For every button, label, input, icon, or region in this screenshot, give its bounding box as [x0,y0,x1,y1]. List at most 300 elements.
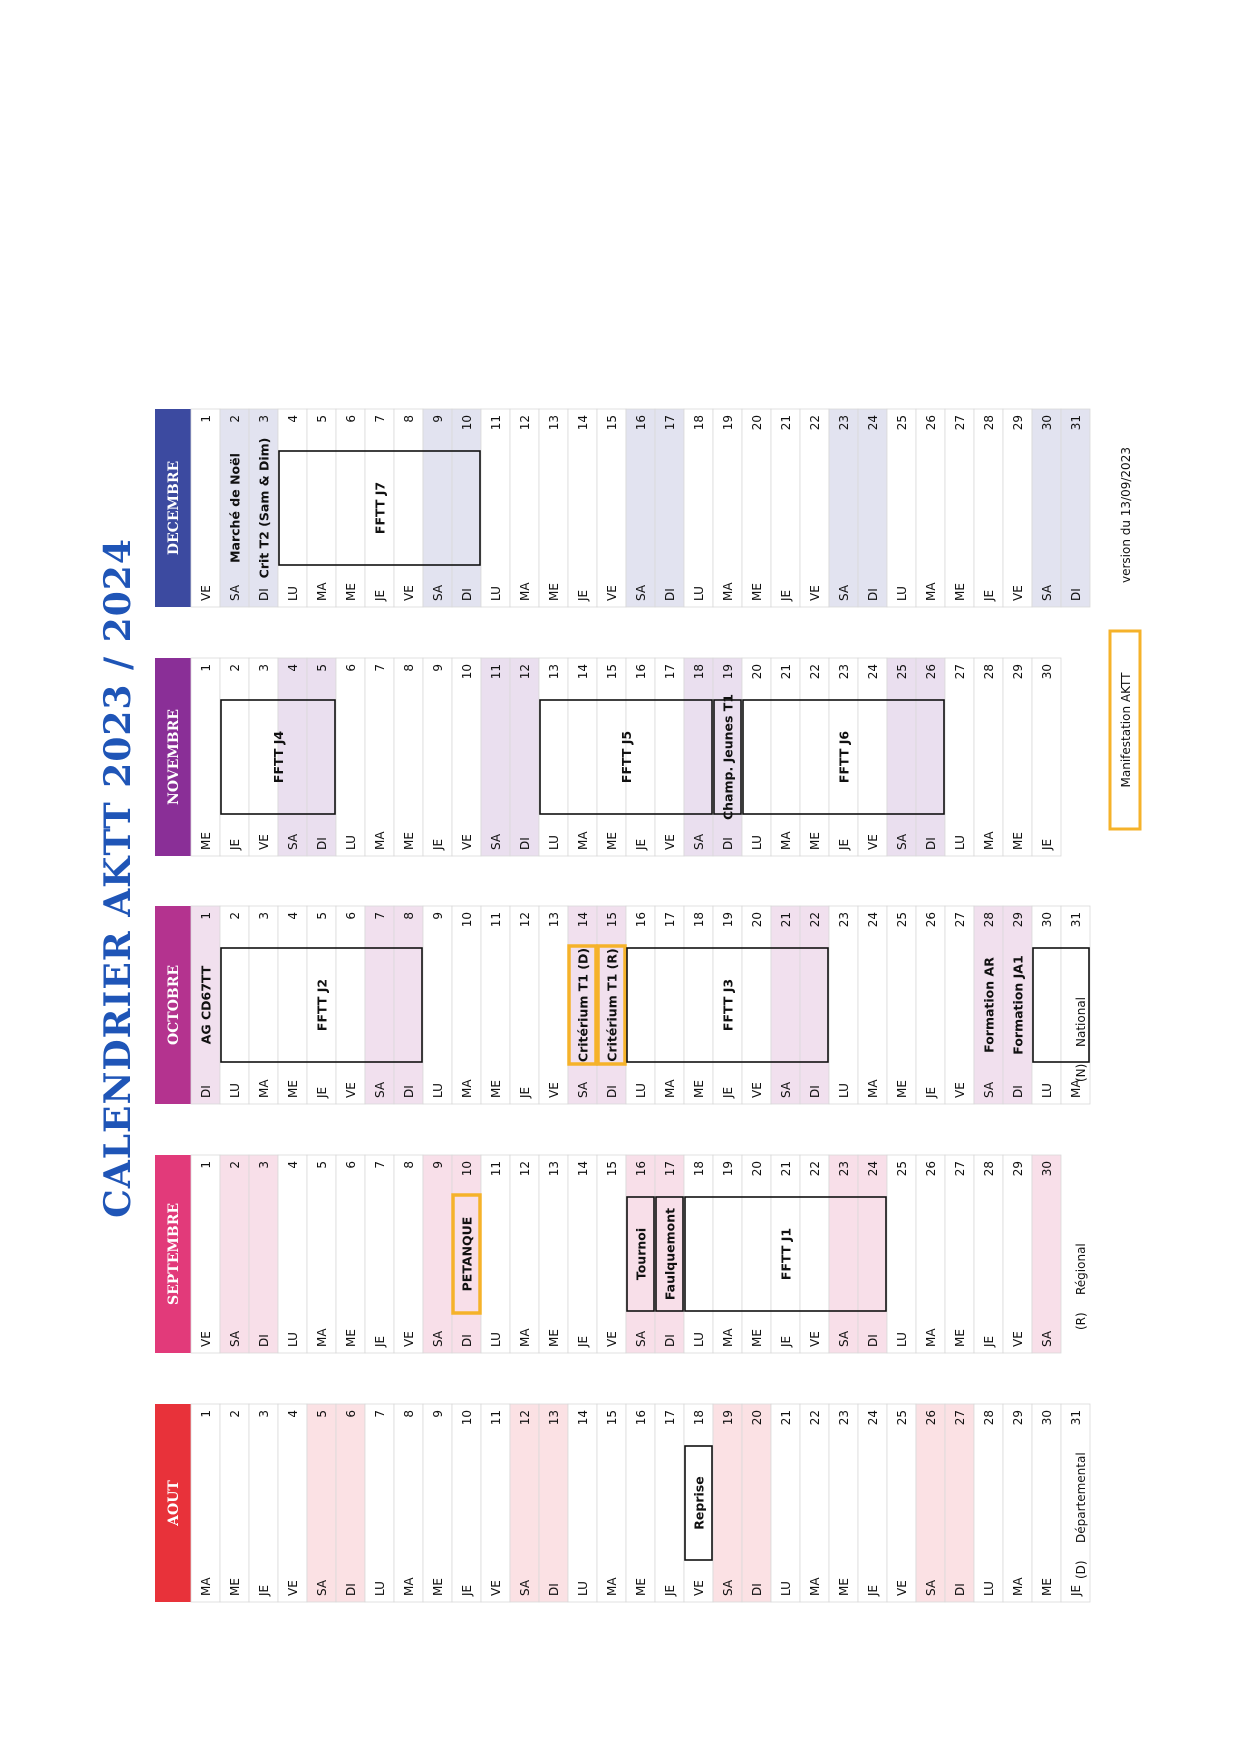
day-cell [800,409,829,607]
day-number: 9 [431,1161,445,1169]
day-number: 20 [750,664,764,680]
weekday-label: JE [373,589,387,601]
weekday-label: DI [808,1085,822,1098]
day-row [423,906,452,1104]
day-number: 19 [721,1410,735,1426]
weekday-label: JE [924,1086,938,1098]
day-row [887,906,916,1104]
day-number: 27 [953,912,967,928]
day-cell [974,1155,1003,1353]
day-cell [1032,906,1061,1104]
weekday-label: VE [895,1580,909,1596]
page-title: CALENDRIER AKTT 2023 / 2024 [97,538,139,1218]
day-cell [597,1155,626,1353]
day-row [626,1404,655,1602]
day-cell [684,1155,713,1353]
day-number: 4 [286,415,300,423]
legend-r-code: (R) [1074,1312,1088,1330]
weekday-label: ME [953,1329,967,1347]
day-number: 23 [837,415,851,431]
day-number: 8 [402,1161,416,1169]
weekday-label: JE [518,1086,532,1098]
weekday-label: JE [373,1335,387,1347]
weekday-label: SA [489,833,503,850]
weekday-label: VE [199,1331,213,1347]
day-cell [568,1404,597,1602]
day-number: 5 [315,912,329,920]
day-number: 15 [605,664,619,680]
day-cell [568,1155,597,1353]
weekday-label: JE [982,589,996,601]
day-row [916,906,945,1104]
event-label: FFTT J4 [271,730,286,784]
day-number: 7 [373,664,387,672]
weekday-label: LU [547,835,561,850]
day-number: 14 [576,1410,590,1426]
weekday-label: VE [257,834,271,850]
day-row [220,1155,249,1353]
day-row [858,658,887,856]
day-row [191,1404,220,1602]
day-number: 6 [344,664,358,672]
weekday-label: ME [1011,832,1025,850]
day-cell [220,1155,249,1353]
day-row [191,658,220,856]
weekday-label: VE [199,585,213,601]
day-cell [1032,658,1061,856]
month-name: SEPTEMBRE [166,1202,182,1306]
day-row [568,1155,597,1353]
day-cell [858,906,887,1104]
day-row [365,1404,394,1602]
day-number: 23 [837,664,851,680]
weekday-label: ME [344,583,358,601]
day-number: 3 [257,1161,271,1169]
day-number: 13 [547,664,561,680]
weekday-label: LU [431,1083,445,1098]
day-row [307,658,336,856]
day-cell [220,1404,249,1602]
day-cell [1003,658,1032,856]
day-row [510,1404,539,1602]
day-cell [249,906,278,1104]
event-label: Marché de Noël [227,453,243,563]
day-row [684,658,713,856]
day-row [858,906,887,1104]
day-row [771,906,800,1104]
day-number: 10 [460,664,474,680]
day-number: 28 [982,912,996,928]
weekday-label: ME [402,832,416,850]
day-row [481,658,510,856]
day-number: 15 [605,912,619,928]
day-row [1003,409,1032,607]
weekday-label: JE [779,589,793,601]
weekday-label: JE [837,838,851,850]
day-cell [191,1155,220,1353]
day-cell [481,658,510,856]
weekday-label: VE [953,1082,967,1098]
weekday-label: SA [692,833,706,850]
day-row [220,906,249,1104]
weekday-label: JE [634,838,648,850]
weekday-label: JE [866,1584,880,1596]
day-cell [307,409,336,607]
weekday-label: MA [373,831,387,850]
day-cell [423,1155,452,1353]
day-cell [423,409,452,607]
day-number: 21 [779,912,793,928]
event-label: Champ. Jeunes T1 [720,693,736,821]
weekday-label: JE [460,1584,474,1596]
day-row [858,409,887,607]
weekday-label: DI [460,1334,474,1347]
day-row [742,658,771,856]
day-number: 11 [489,415,503,431]
day-cell [423,906,452,1104]
day-cell [1003,1404,1032,1602]
day-number: 7 [373,1161,387,1169]
weekday-label: DI [721,837,735,850]
day-row [394,1155,423,1353]
day-row [568,658,597,856]
day-number: 29 [1011,664,1025,680]
day-number: 7 [373,912,387,920]
day-row [713,1155,742,1353]
weekday-label: LU [576,1581,590,1596]
day-row [452,409,481,607]
day-number: 30 [1040,1161,1054,1177]
day-number: 31 [1069,912,1083,928]
day-row [829,1155,858,1353]
weekday-label: MA [924,1328,938,1347]
weekday-label: ME [199,832,213,850]
day-row [800,658,829,856]
day-number: 2 [228,415,242,423]
day-row [481,1404,510,1602]
day-row [452,906,481,1104]
weekday-label: VE [344,1082,358,1098]
day-cell [829,409,858,607]
day-number: 26 [924,664,938,680]
day-number: 9 [431,912,445,920]
weekday-label: VE [402,585,416,601]
weekday-label: SA [373,1081,387,1098]
weekday-label: VE [605,585,619,601]
day-number: 8 [402,1410,416,1418]
day-row [307,1404,336,1602]
day-cell [278,1155,307,1353]
weekday-label: SA [518,1579,532,1596]
day-number: 29 [1011,1161,1025,1177]
day-row [1032,1404,1061,1602]
day-cell [800,1155,829,1353]
day-number: 29 [1011,1410,1025,1426]
day-cell [597,1404,626,1602]
day-row [568,1404,597,1602]
day-row [829,409,858,607]
weekday-label: JE [663,1584,677,1596]
day-number: 17 [663,1161,677,1177]
day-number: 3 [257,1410,271,1418]
day-number: 28 [982,1410,996,1426]
day-row [771,658,800,856]
weekday-label: SA [228,584,242,601]
month-septembre [155,1155,1061,1353]
day-number: 12 [518,1410,532,1426]
weekday-label: MA [924,582,938,601]
day-row [539,906,568,1104]
weekday-label: VE [663,834,677,850]
weekday-label: LU [344,835,358,850]
day-cell [742,1155,771,1353]
weekday-label: LU [489,586,503,601]
weekday-label: DI [1011,1085,1025,1098]
day-cell [916,1404,945,1602]
month-novembre [155,658,1061,856]
day-number: 6 [344,415,358,423]
day-row [684,906,713,1104]
day-row [307,1155,336,1353]
day-cell [742,409,771,607]
day-cell [684,906,713,1104]
weekday-label: DI [605,1085,619,1098]
day-number: 11 [489,1410,503,1426]
months-grid [155,409,1090,1602]
day-cell [1032,1404,1061,1602]
day-number: 19 [721,664,735,680]
weekday-label: VE [692,1580,706,1596]
weekday-label: LU [779,1581,793,1596]
day-cell [336,409,365,607]
day-cell [655,1404,684,1602]
weekday-label: ME [808,832,822,850]
day-number: 25 [895,1410,909,1426]
weekday-label: SA [837,1330,851,1347]
day-number: 3 [257,415,271,423]
day-cell [1003,409,1032,607]
day-number: 24 [866,664,880,680]
day-row [858,1404,887,1602]
day-cell [974,658,1003,856]
weekday-label: JE [257,1584,271,1596]
day-row [597,1404,626,1602]
day-number: 19 [721,1161,735,1177]
day-row [655,409,684,607]
day-number: 17 [663,664,677,680]
day-row [539,1155,568,1353]
weekday-label: DI [1069,588,1083,601]
weekday-label: DI [866,1334,880,1347]
weekday-label: ME [837,1578,851,1596]
day-number: 21 [779,1161,793,1177]
weekday-label: LU [489,1332,503,1347]
day-number: 16 [634,1161,648,1177]
weekday-label: MA [721,582,735,601]
day-cell [336,906,365,1104]
weekday-label: SA [228,1330,242,1347]
day-row [1032,409,1061,607]
weekday-label: MA [1011,1577,1025,1596]
day-number: 24 [866,1161,880,1177]
day-number: 5 [315,664,329,672]
day-number: 30 [1040,912,1054,928]
day-cell [423,658,452,856]
weekday-label: DI [460,588,474,601]
day-cell [249,1155,278,1353]
month-aout [155,1404,1090,1602]
weekday-label: LU [692,586,706,601]
day-row [278,906,307,1104]
day-cell [365,1155,394,1353]
day-number: 31 [1069,415,1083,431]
day-row [249,906,278,1104]
day-cell [307,1155,336,1353]
day-number: 4 [286,912,300,920]
day-row [597,1155,626,1353]
weekday-label: DI [750,1583,764,1596]
weekday-label: DI [663,588,677,601]
day-row [452,1404,481,1602]
weekday-label: DI [547,1583,561,1596]
weekday-label: ME [1040,1578,1054,1596]
event-label: FFTT J3 [720,978,736,1032]
weekday-label: SA [1040,584,1054,601]
day-cell [742,1404,771,1602]
legend-manif-label: Manifestation AKTT [1119,672,1133,788]
day-cell [1061,409,1090,607]
weekday-label: JE [779,1335,793,1347]
day-row [539,658,568,856]
day-cell [655,409,684,607]
weekday-label: SA [315,1579,329,1596]
day-row [278,1404,307,1602]
day-row [742,1404,771,1602]
event-label: Formation AR [981,957,997,1053]
day-row [539,409,568,607]
day-cell [568,658,597,856]
day-row [829,906,858,1104]
event-label: FFTT J2 [314,978,330,1032]
weekday-label: LU [634,1083,648,1098]
day-row [597,409,626,607]
day-row [220,658,249,856]
day-number: 28 [982,664,996,680]
event-label: Reprise [691,1476,707,1530]
weekday-label: SA [286,833,300,850]
day-row [713,409,742,607]
day-cell [916,409,945,607]
day-row [539,1404,568,1602]
day-number: 31 [1069,1410,1083,1426]
day-cell [336,658,365,856]
weekday-label: MA [982,831,996,850]
day-number: 22 [808,912,822,928]
weekday-label: SA [634,584,648,601]
day-number: 3 [257,912,271,920]
weekday-label: JE [982,1335,996,1347]
day-number: 2 [228,1410,242,1418]
day-row [220,1404,249,1602]
day-row [974,1155,1003,1353]
day-cell [916,906,945,1104]
legend-n-code: (N) [1074,1063,1088,1082]
day-number: 13 [547,1161,561,1177]
weekday-label: LU [692,1332,706,1347]
weekday-label: VE [489,1580,503,1596]
weekday-label: JE [315,1086,329,1098]
day-cell [278,1404,307,1602]
day-number: 8 [402,415,416,423]
day-cell [423,1404,452,1602]
day-number: 30 [1040,1410,1054,1426]
day-row [655,1404,684,1602]
day-number: 10 [460,415,474,431]
weekday-label: JE [1040,838,1054,850]
day-row [423,1404,452,1602]
day-cell [510,1155,539,1353]
day-row [423,1155,452,1353]
day-cell [974,1404,1003,1602]
day-number: 1 [199,664,213,672]
day-number: 16 [634,664,648,680]
weekday-label: MA [721,1328,735,1347]
weekday-label: LU [837,1083,851,1098]
day-cell [568,409,597,607]
weekday-label: DI [953,1583,967,1596]
weekday-label: ME [489,1080,503,1098]
weekday-label: JE [228,838,242,850]
day-number: 14 [576,415,590,431]
month-name: AOUT [166,1480,182,1526]
day-row [945,1155,974,1353]
day-cell [887,409,916,607]
event-label: Tournoi [633,1227,649,1281]
day-cell [684,658,713,856]
weekday-label: DI [663,1334,677,1347]
weekday-label: DI [344,1583,358,1596]
day-cell [742,906,771,1104]
day-cell [626,906,655,1104]
day-number: 10 [460,1410,474,1426]
weekday-label: JE [576,1335,590,1347]
day-number: 25 [895,415,909,431]
weekday-label: VE [1011,1331,1025,1347]
day-cell [858,658,887,856]
weekday-label: MA [576,831,590,850]
day-number: 23 [837,1410,851,1426]
weekday-label: VE [866,834,880,850]
day-row [510,1155,539,1353]
day-number: 2 [228,664,242,672]
event-label: Formation JA1 [1010,955,1026,1055]
day-row [945,409,974,607]
weekday-label: SA [779,1081,793,1098]
day-number: 4 [286,1161,300,1169]
day-row [626,906,655,1104]
day-row [800,409,829,607]
day-row [945,658,974,856]
day-number: 11 [489,664,503,680]
weekday-label: VE [750,1082,764,1098]
weekday-label: ME [750,583,764,601]
day-number: 25 [895,912,909,928]
day-number: 9 [431,664,445,672]
day-number: 24 [866,1410,880,1426]
day-cell [742,658,771,856]
weekday-label: MA [518,1328,532,1347]
day-cell [394,1155,423,1353]
